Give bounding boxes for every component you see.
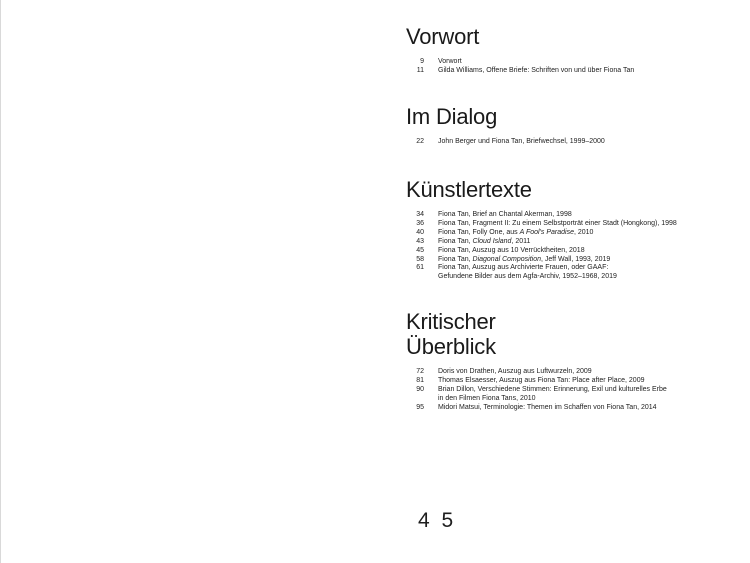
entry-page: 72 [416, 368, 424, 375]
entry-page: 45 [416, 246, 424, 254]
section-heading: Vorwort [406, 24, 480, 49]
section-heading: Kritischer Überblick [406, 309, 496, 359]
toc-entry-continuation[interactable] [406, 273, 677, 282]
entry-title: Fiona Tan, Brief an Chantal Akerman, 1998 [438, 211, 572, 218]
entry-page [406, 395, 424, 404]
entry-list [406, 211, 677, 282]
entry-page: 40 [416, 228, 424, 236]
section-vorwort [406, 24, 634, 76]
page-numbers: 4 5 [418, 509, 457, 532]
entry-page: 90 [416, 385, 424, 393]
toc-entry[interactable] [406, 67, 634, 76]
toc-entry[interactable] [406, 229, 677, 238]
entry-title: Fiona Tan, Auszug aus 10 Verrücktheiten, 2018 [438, 246, 585, 254]
entry-page: 58 [416, 255, 424, 263]
entry-page: 95 [416, 403, 424, 411]
entry-title: Fiona Tan, Fragment II: Zu einem Selbstporträt einer Stadt (Hongkong), 1998 [438, 219, 677, 227]
entry-title: Fiona Tan, Diagonal Composition, Jeff Wall, 1993, 2019 [438, 255, 611, 263]
entry-title: Gilda Williams, Offene Briefe: Schriften von und über Fiona Tan [438, 66, 635, 74]
toc-entry-continuation[interactable] [406, 395, 667, 404]
section-im-dialog [406, 104, 605, 147]
entry-page: 22 [416, 138, 424, 145]
toc-entry[interactable] [406, 247, 677, 256]
toc-entry[interactable] [406, 256, 677, 265]
entry-title: Midori Matsui, Terminologie: Themen im Schaffen von Fiona Tan, 2014 [438, 403, 657, 411]
section-heading: Im Dialog [406, 104, 498, 129]
toc-entry[interactable] [406, 404, 667, 413]
section-kritischer-ueberblick [406, 309, 667, 413]
toc-entry[interactable] [406, 368, 667, 377]
entry-title: John Berger und Fiona Tan, Briefwechsel, 1999–2000 [438, 138, 605, 145]
entry-list [406, 368, 667, 413]
toc-entry[interactable] [406, 264, 677, 273]
entry-page: 61 [416, 264, 424, 272]
entry-title: Vorwort [438, 58, 462, 65]
entry-page: 34 [416, 211, 424, 218]
entry-page: 9 [420, 58, 424, 65]
toc-entry[interactable] [406, 386, 667, 395]
entry-title: Fiona Tan, Folly One, aus A Fool's Paradise, 2010 [438, 228, 594, 236]
entry-title: Brian Dillon, Verschiedene Stimmen: Erinnerung, Exil und kulturelles Erbe [438, 385, 667, 393]
entry-title: Thomas Elsaesser, Auszug aus Fiona Tan: Place after Place, 2009 [438, 376, 645, 384]
entry-title: Doris von Drathen, Auszug aus Luftwurzeln, 2009 [438, 368, 592, 375]
section-heading: Künstlertexte [406, 177, 532, 202]
entry-title: Gefundene Bilder aus dem Agfa-Archiv, 1952–1968, 2019 [438, 273, 617, 281]
entry-page [406, 273, 424, 282]
section-kuenstlertexte [406, 177, 677, 282]
entry-page: 11 [416, 66, 424, 74]
toc-entry[interactable] [406, 220, 677, 229]
toc-entry[interactable] [406, 58, 634, 67]
entry-page: 43 [416, 237, 424, 245]
entry-list [406, 138, 605, 147]
toc-entry[interactable] [406, 138, 605, 147]
entry-page: 81 [416, 376, 424, 384]
entry-title: Fiona Tan, Auszug aus Archivierte Frauen, oder GAAF: [438, 264, 609, 272]
entry-title: in den Filmen Fiona Tans, 2010 [438, 394, 536, 402]
toc-entry[interactable] [406, 211, 677, 220]
entry-list [406, 58, 634, 76]
page-edge [0, 0, 1, 563]
entry-page: 36 [416, 219, 424, 227]
toc-entry[interactable] [406, 377, 667, 386]
entry-title: Fiona Tan, Cloud Island, 2011 [438, 237, 531, 245]
toc-entry[interactable] [406, 238, 677, 247]
